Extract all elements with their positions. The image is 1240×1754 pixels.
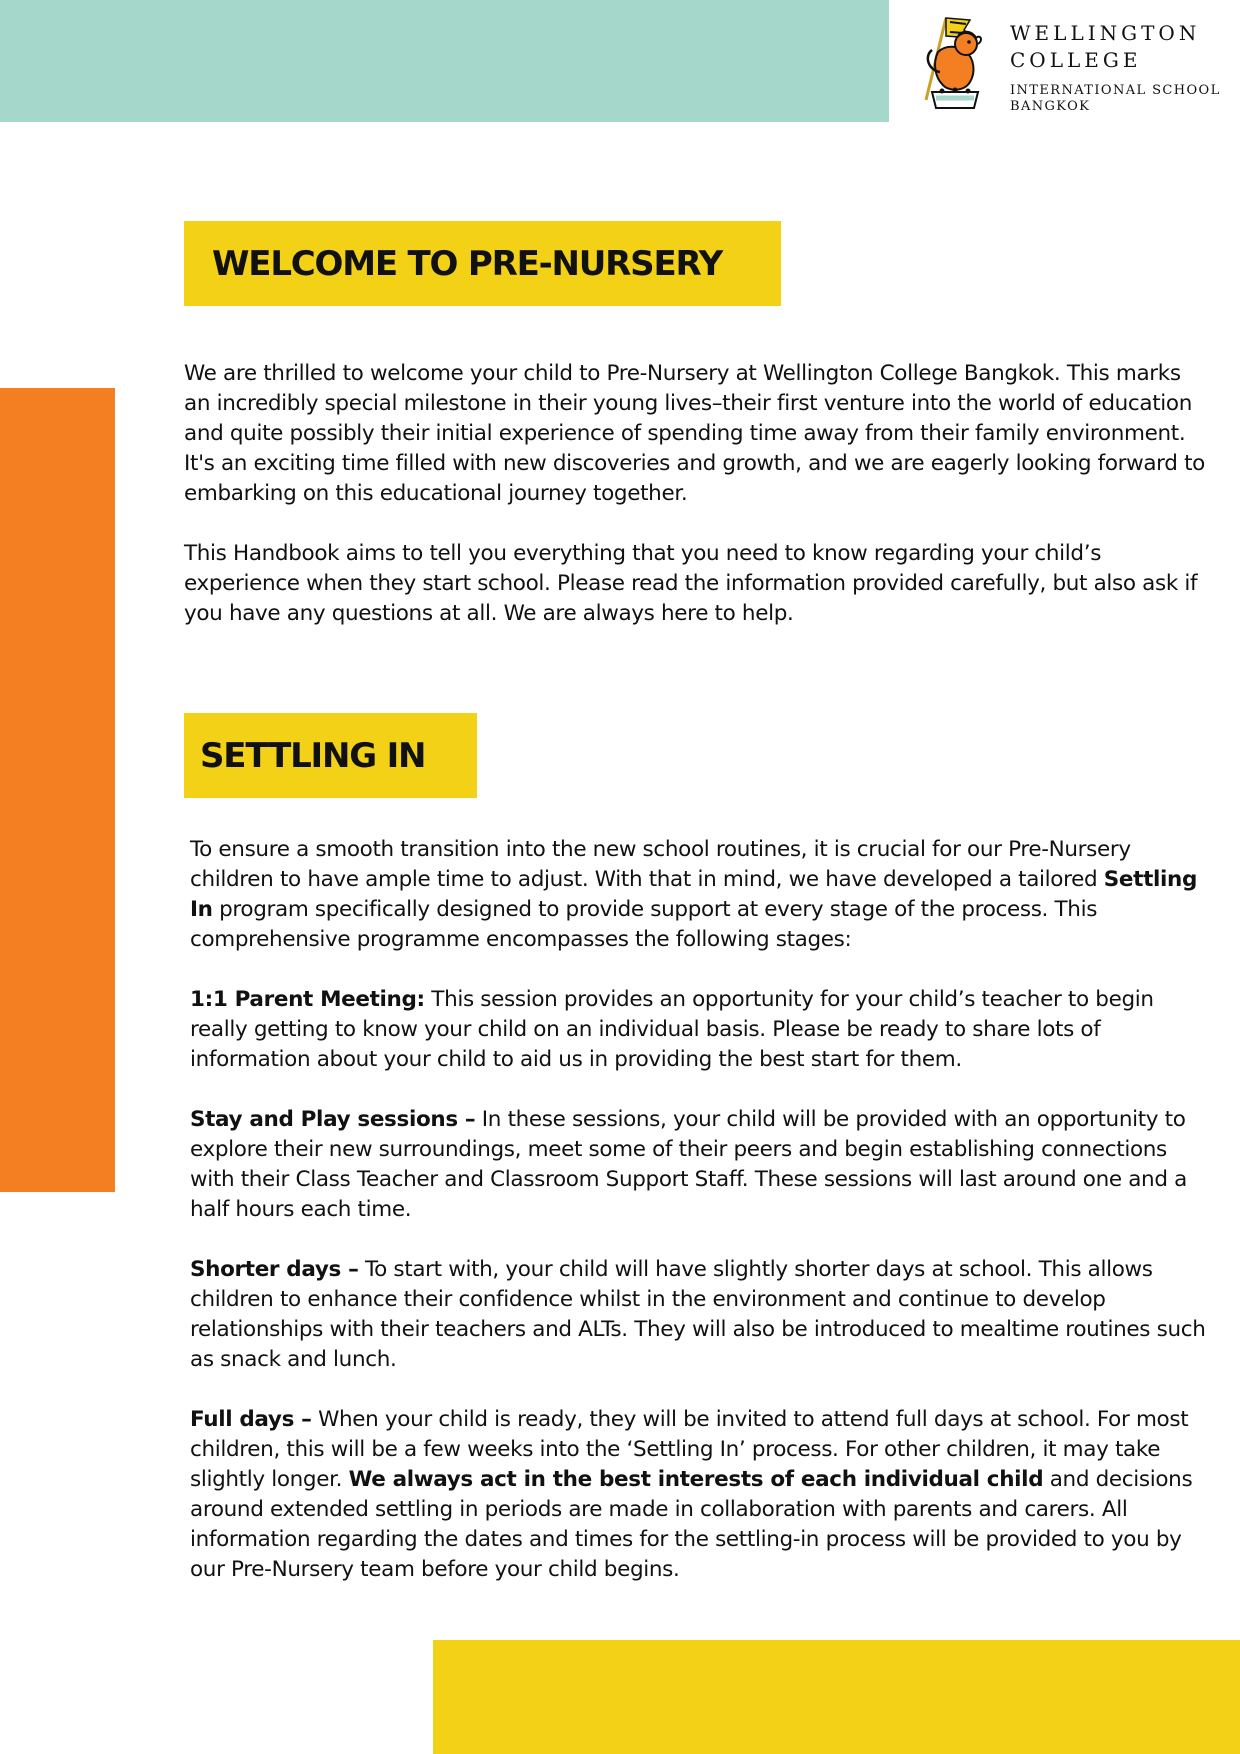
school-logo	[912, 12, 1221, 116]
logo-wordmark	[1010, 20, 1221, 115]
settling-in-body	[190, 835, 1215, 1585]
top-mint-band	[0, 0, 889, 122]
lion-crest-icon	[912, 12, 992, 112]
bottom-yellow-band	[433, 1640, 1240, 1754]
stage-text: In these sessions, your child will be provided with an opportunity to explore their new surroundings, meet some of their peers and begin establishing connections with their Class Teacher and Classroom Support Staff. These sessions will last around one and a half hours each time.	[190, 1107, 1187, 1222]
welcome-paragraph-2: This Handbook aims to tell you everything that you need to know regarding your child’s experience when they start school. Please read the information provided carefully, but also ask if you have any questions at all. We are always here to help.	[184, 541, 1198, 626]
stage-title: Stay and Play sessions –	[190, 1107, 476, 1132]
stage-full-days	[190, 1405, 1215, 1585]
stage-text: This session provides an opportunity for your child’s teacher to begin really getting to know your child on an individual basis. Please be ready to share lots of information about your child to aid us in providing the best start for them.	[190, 987, 1154, 1072]
welcome-body	[184, 359, 1209, 629]
logo-line-college: COLLEGE	[1010, 48, 1142, 72]
settling-in-heading: SETTLING IN	[200, 735, 426, 776]
settling-in-intro	[190, 835, 1215, 955]
stage-text-after: and decisions around extended settling in periods are made in collaboration with parents and carers. All information regarding the dates and times for the settling-in process will be provided to you by our Pre-Nursery team before your child begins.	[190, 1467, 1193, 1582]
stage-bold-middle: We always act in the best interests of each individual child	[348, 1467, 1044, 1492]
intro-text-before: To ensure a smooth transition into the new school routines, it is crucial for our Pre-Nursery children to have ample time to adjust. With that in mind, we have developed a tailored	[190, 837, 1131, 892]
stage-text-before: When your child is ready, they will be invited to attend full days at school. For most children, this will be a few weeks into the ‘Settling In’ process. For other children, it may take slightly longer.	[190, 1407, 1189, 1492]
stage-parent-meeting	[190, 985, 1215, 1075]
welcome-paragraph-1: We are thrilled to welcome your child to Pre-Nursery at Wellington College Bangkok. This marks an incredibly special milestone in their young lives–their first venture into the world of education and quite possibly their initial experience of spending time away from their family environment. It's an exciting time filled with new discoveries and growth, and we are eagerly looking forward to embarking on this educational journey together.	[184, 361, 1205, 506]
stage-title: Full days –	[190, 1407, 312, 1432]
stage-title: Shorter days –	[190, 1257, 359, 1282]
settling-in-heading-box	[184, 713, 477, 798]
welcome-heading-box	[184, 221, 781, 306]
stage-stay-and-play	[190, 1105, 1215, 1225]
stage-title: 1:1 Parent Meeting:	[190, 987, 425, 1012]
left-orange-band	[0, 388, 115, 1192]
logo-line-wellington: WELLINGTON	[1010, 21, 1201, 45]
welcome-heading: WELCOME TO PRE-NURSERY	[212, 243, 723, 284]
logo-line-bangkok: BANGKOK	[1010, 99, 1091, 114]
logo-line-international-school: INTERNATIONAL SCHOOL	[1010, 83, 1221, 98]
intro-text-after: program specifically designed to provide support at every stage of the process. This comprehensive programme encompasses the following stages:	[190, 897, 1098, 952]
stage-text: To start with, your child will have slightly shorter days at school. This allows children to enhance their confidence whilst in the environment and continue to develop relationships with their teachers and ALTs. They will also be introduced to mealtime routines such as snack and lunch.	[190, 1257, 1206, 1372]
intro-bold-settling-in: Settling In	[190, 867, 1198, 922]
stage-shorter-days	[190, 1255, 1215, 1375]
